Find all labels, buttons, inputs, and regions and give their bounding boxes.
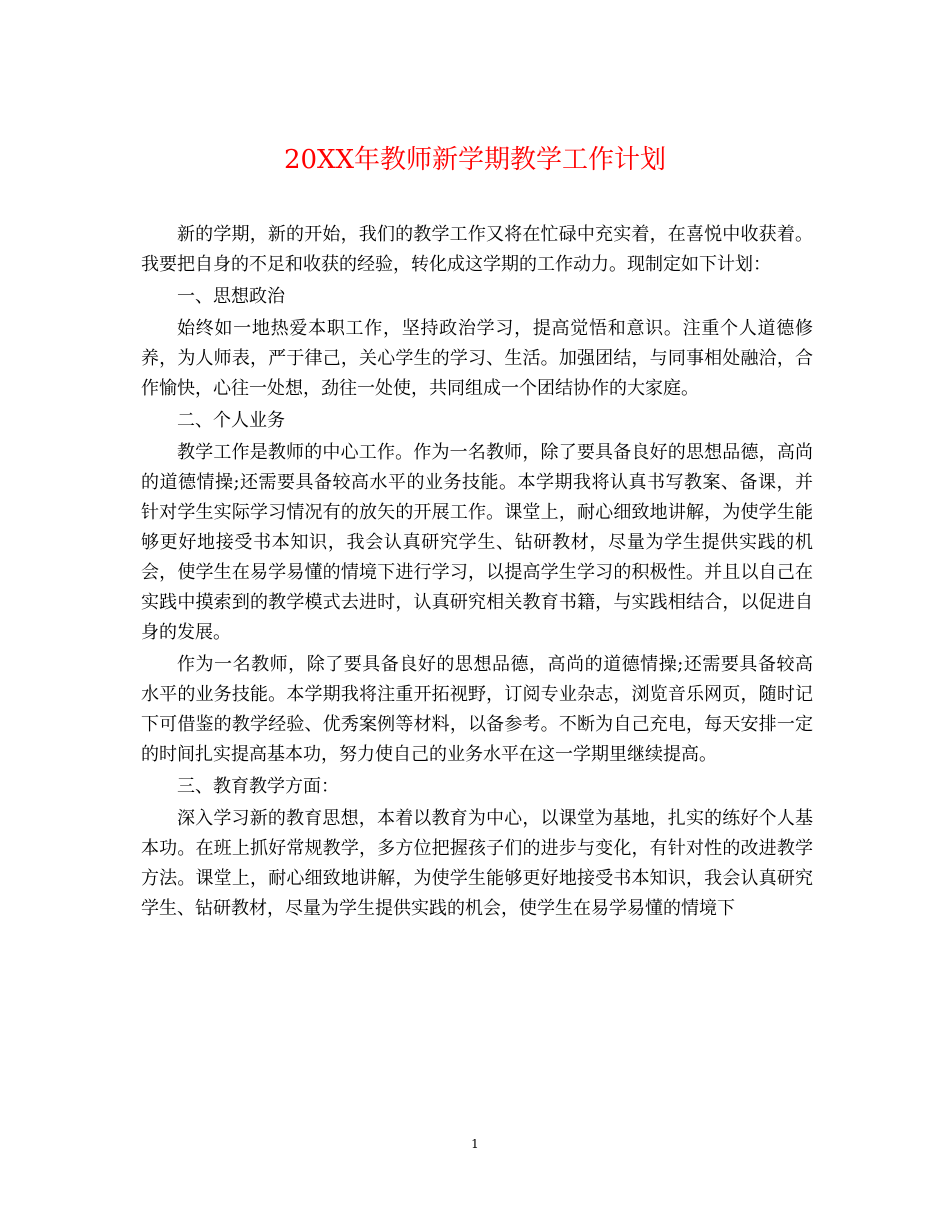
politics-paragraph: 始终如一地热爱本职工作，坚持政治学习，提高觉悟和意识。注重个人道德修养，为人师表，严于律己，关心学生的学习、生活。加强团结，与同事相处融洽，合作愉快，心往一处想，劲往一处使，共同组成一个团结协作的大家庭。 (141, 318, 813, 399)
intro-paragraph: 新的学期，新的开始，我们的教学工作又将在忙碌中充实着，在喜悦中收获着。我要把自身的不足和收获的经验，转化成这学期的工作动力。现制定如下计划： (141, 224, 813, 275)
section-heading-personal-work: 二、个人业务 (177, 410, 285, 431)
personal-work-paragraph-1: 教学工作是教师的中心工作。作为一名教师，除了要具备良好的思想品德，高尚的道德情操;还需要具备较高水平的业务技能。本学期我将认真书写教案、备课，并针对学生实际学习情况有的放矢的开展工作。课堂上，耐心细致地讲解，为使学生能够更好地接受书本知识，我会认真研究学生、钻研教材，尽量为学生提供实践的机会，使学生在易学易懂的情境下进行学习，以提高学生学习的积极性。并且以自己在实践中摸索到的教学模式去进时，认真研究相关教育书籍，与实践相结合，以促进自身的发展。 (141, 442, 813, 643)
section-heading-politics: 一、思想政治 (177, 286, 285, 307)
section-heading-teaching: 三、教育教学方面： (177, 776, 339, 797)
personal-work-paragraph-2: 作为一名教师，除了要具备良好的思想品德，高尚的道德情操;还需要具备较高水平的业务技能。本学期我将注重开拓视野，订阅专业杂志，浏览音乐网页，随时记下可借鉴的教学经验、优秀案例等材料，以备参考。不断为自己充电，每天安排一定的时间扎实提高基本功，努力使自己的业务水平在这一学期里继续提高。 (141, 654, 813, 765)
teaching-paragraph: 深入学习新的教育思想，本着以教育为中心，以课堂为基地，扎实的练好个人基本功。在班上抓好常规教学，多方位把握孩子们的进步与变化，有针对性的改进教学方法。课堂上，耐心细致地讲解，为使学生能够更好地接受书本知识，我会认真研究学生、钻研教材，尽量为学生提供实践的机会，使学生在易学易懂的情境下 (141, 808, 813, 919)
document-body (141, 220, 813, 926)
page-number: 1 (471, 1137, 479, 1151)
document-title: 20XX年教师新学期教学工作计划 (283, 145, 667, 175)
